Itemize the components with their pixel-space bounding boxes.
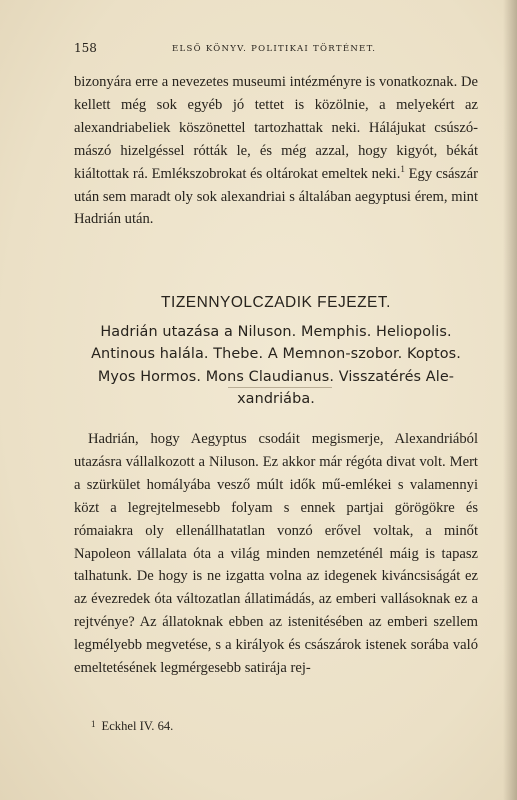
running-head	[74, 40, 474, 56]
chapter-divider	[228, 387, 332, 388]
intro-paragraph	[74, 71, 478, 231]
chapter-summary-line: Myos Hormos. Mons Claudianus. Visszatérés Ale-	[97, 368, 455, 385]
main-paragraph: Hadrián, hogy Aegyptus csodáit megismerje, Alexandriából utazásra vállalkozott a Niluson. Ez akkor már régóta divat volt. Mert a szürkület homályába vesző múlt idők mű-emlékei s valamennyi közt a legrejtelmesebb folyam s ennek partjai görögökre és rómaiakra oly ellenállhatatlan vonzó erővel voltak, a minőt Napoleon vállalata óta a világ minden nemzeténél máig is tapasz talhatunk. De hogy is ne izgatta volna az idegenek kiváncsiságát ez az évezredek óta változatlan állatimádás, az emberi vallásoknak ez a rejtvénye? Az állatoknak ebben az istenitésében az emberi szellem legmélyebb megvetése, s a királyok és császárok istenek sorába való emeltetésének legmérgesebb satirája rej-	[74, 431, 478, 677]
intro-text: bizonyára erre a nevezetes museumi intézményre is vonatkoznak. De kellett még sok egyéb jó tettet is közölnie, a melyekért az alexandriabeliek köszönettel tartozhattak neki. Hálájukat csúszó-mászó hizelgéssel rótták le, és még azzal, hogy kigyót, békát kiáltottak rá. Emlékszobrokat és oltárokat emeltek neki.	[74, 74, 478, 182]
chapter-summary-line: Antinous halála. Thebe. A Memnon-szobor. Koptos.	[91, 346, 461, 363]
footnote-text: Eckhel IV. 64.	[101, 719, 174, 733]
footnote-mark: 1	[91, 719, 96, 729]
page-number: 158	[74, 41, 97, 55]
footnote	[91, 716, 173, 734]
chapter-summary-line: xandriába.	[237, 390, 315, 407]
footnote-reference: 1	[400, 163, 405, 174]
chapter-summary-line: Hadrián utazása a Niluson. Memphis. Heliopolis.	[100, 324, 452, 340]
intro-text-end: Egy császár után sem maradt oly sok alexandriai s általában aegyptusi érem, mint Hadrián után.	[74, 165, 478, 228]
page-edge-shadow	[503, 0, 517, 800]
chapter-summary	[74, 321, 478, 410]
chapter-title: TIZENNYOLCZADIK FEJEZET.	[161, 294, 391, 311]
running-title: ELSŐ KÖNYV. POLITIKAI TÖRTÉNET.	[172, 44, 377, 54]
